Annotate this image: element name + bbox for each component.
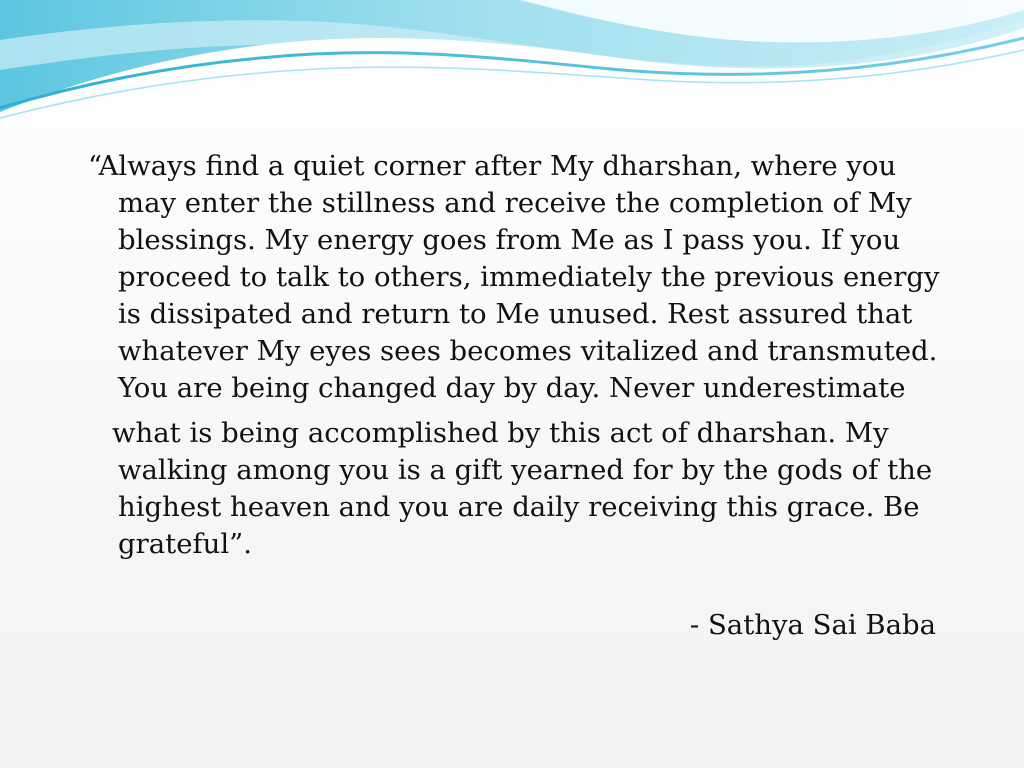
quote-paragraph-2: what is being accomplished by this act of dharshan. My walking among you is a gift yearned for by the gods of the highest heaven and you are daily receiving this grace. Be grateful”. bbox=[112, 417, 933, 560]
decorative-wave-header bbox=[0, 0, 1024, 130]
quote-paragraph-1: “Always find a quiet corner after My dharshan, where you may enter the stillness and receive the completion of My blessings. My energy goes from Me as I pass you. If you proceed to talk to others, immediately the previous energy is dissipated and return to Me unused. Rest assured that whatever My eyes sees becomes vitalized and transmuted. You are being changed day by day. Never underestimate bbox=[88, 150, 940, 404]
quote-text-block bbox=[88, 148, 948, 563]
quote-attribution: - Sathya Sai Baba bbox=[689, 609, 936, 641]
